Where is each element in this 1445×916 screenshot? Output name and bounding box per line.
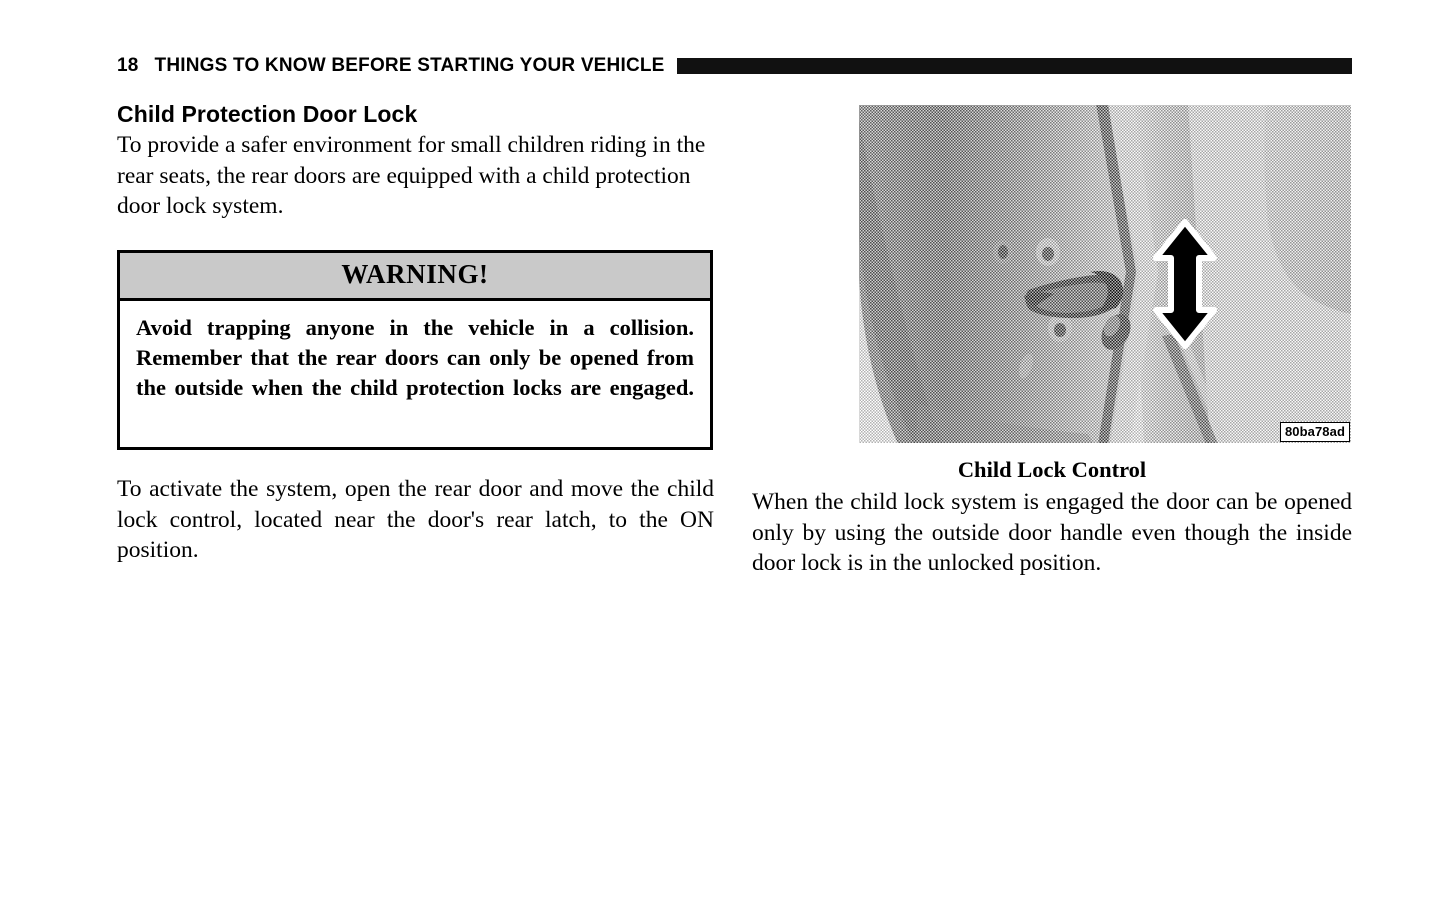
door-jamb-photo-svg (858, 104, 1352, 444)
right-paragraph: When the child lock system is engaged the door can be opened only by using the outside door handle even though the inside door lock is in the unlocked position. (752, 489, 1352, 576)
left-column (117, 100, 714, 222)
figure-photo (858, 104, 1352, 444)
intro-paragraph: To provide a safer environment for small children riding in the rear seats, the rear doors are equipped with a child protection door lock system. (117, 132, 706, 219)
page-number: 18 (117, 55, 139, 76)
warning-text: Avoid trapping anyone in the vehicle in a collision. Remember that the rear doors can only be opened from the outside when the child protection locks are engaged. (136, 315, 694, 400)
warning-title: WARNING! (341, 259, 489, 289)
warning-title-bar (120, 253, 710, 301)
header-rule (677, 58, 1352, 74)
right-paragraph-wrap (752, 487, 1352, 579)
figure-child-lock (858, 104, 1352, 444)
figure-caption: Child Lock Control (957, 457, 1147, 482)
page-header (117, 52, 1352, 80)
warning-box (117, 250, 713, 450)
activation-paragraph: To activate the system, open the rear door and move the child lock control, located near the door's rear latch, to the ON position. (117, 476, 714, 563)
section-heading: Child Protection Door Lock (117, 101, 418, 127)
warning-body (120, 301, 710, 447)
page-title: THINGS TO KNOW BEFORE STARTING YOUR VEHICLE (154, 55, 665, 76)
figure-id-label: 80ba78ad (1280, 422, 1350, 442)
activation-paragraph-wrap (117, 474, 714, 566)
